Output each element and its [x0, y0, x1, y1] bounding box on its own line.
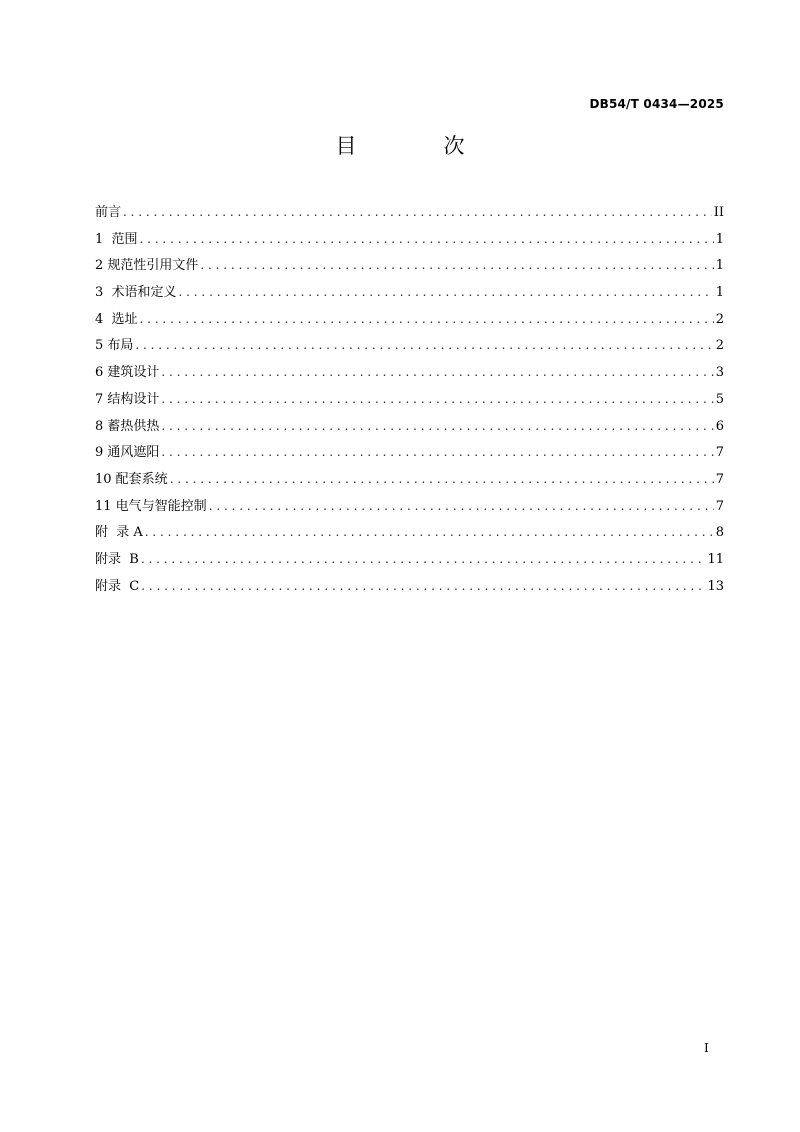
toc-entry-page: 8 [715, 525, 724, 541]
toc-entry-appendix-b[interactable] [95, 549, 724, 576]
toc-leader-dots [170, 469, 714, 489]
toc-entry-label: 附 录 A [95, 525, 143, 541]
toc-entry-page: II [713, 205, 724, 220]
toc-entry-page: 5 [715, 391, 724, 407]
page-number: I [704, 1041, 709, 1055]
toc-entry-label: 10 配套系统 [95, 471, 168, 487]
toc-entry-structural-design[interactable] [95, 389, 724, 416]
toc-entry-appendix-c[interactable] [95, 576, 724, 603]
document-code: DB54/T 0434—2025 [589, 97, 724, 111]
toc-entry-label: 5 布局 [95, 338, 134, 354]
toc-entry-layout[interactable] [95, 335, 724, 362]
toc-entry-page: 7 [715, 498, 724, 514]
toc-leader-dots [141, 549, 706, 569]
table-of-contents [95, 202, 724, 602]
toc-leader-dots [141, 576, 705, 596]
toc-entry-electrical-control[interactable] [95, 496, 724, 523]
toc-entry-page: 1 [715, 258, 724, 274]
page-title: 目 次 [335, 134, 498, 158]
toc-leader-dots [135, 335, 713, 355]
toc-entry-supporting-systems[interactable] [95, 469, 724, 496]
toc-entry-page: 2 [715, 338, 724, 354]
toc-entry-label: 3 术语和定义 [95, 285, 177, 301]
toc-entry-page: 11 [707, 551, 724, 567]
toc-entry-page: 1 [715, 231, 724, 247]
toc-entry-label: 8 蓄热供热 [95, 418, 160, 434]
toc-leader-dots [161, 442, 713, 462]
toc-entry-label: 前言 [95, 205, 122, 220]
toc-leader-dots [140, 309, 714, 329]
toc-entry-page: 13 [707, 578, 724, 594]
toc-entry-site-selection[interactable] [95, 309, 724, 336]
toc-entry-page: 6 [715, 418, 724, 434]
toc-entry-label: 6 建筑设计 [95, 365, 160, 381]
toc-entry-scope[interactable] [95, 229, 724, 256]
toc-entry-page: 7 [715, 445, 724, 461]
toc-entry-foreword[interactable] [95, 202, 724, 229]
toc-leader-dots [161, 416, 713, 436]
toc-leader-dots [179, 282, 714, 302]
toc-leader-dots [161, 389, 713, 409]
toc-entry-label: 7 结构设计 [95, 391, 160, 407]
toc-entry-label: 9 通风遮阳 [95, 445, 160, 461]
toc-entry-label: 11 电气与智能控制 [95, 498, 207, 514]
toc-entry-appendix-a[interactable] [95, 522, 724, 549]
toc-leader-dots [140, 229, 714, 249]
toc-leader-dots [200, 255, 713, 275]
toc-leader-dots [161, 362, 713, 382]
toc-entry-label: 附录 C [95, 578, 140, 594]
toc-entry-terms-definitions[interactable] [95, 282, 724, 309]
toc-entry-heat-storage[interactable] [95, 416, 724, 443]
toc-entry-architectural-design[interactable] [95, 362, 724, 389]
toc-leader-dots [123, 202, 712, 222]
toc-entry-page: 1 [715, 285, 724, 301]
toc-entry-page: 2 [715, 311, 724, 327]
toc-entry-ventilation-shading[interactable] [95, 442, 724, 469]
toc-entry-normative-references[interactable] [95, 255, 724, 282]
toc-leader-dots [145, 522, 714, 542]
toc-entry-label: 2 规范性引用文件 [95, 258, 199, 274]
toc-entry-label: 1 范围 [95, 231, 138, 247]
toc-leader-dots [209, 496, 714, 516]
toc-entry-page: 7 [715, 471, 724, 487]
toc-entry-page: 3 [715, 365, 724, 381]
toc-entry-label: 附录 B [95, 551, 139, 567]
toc-entry-label: 4 选址 [95, 311, 138, 327]
